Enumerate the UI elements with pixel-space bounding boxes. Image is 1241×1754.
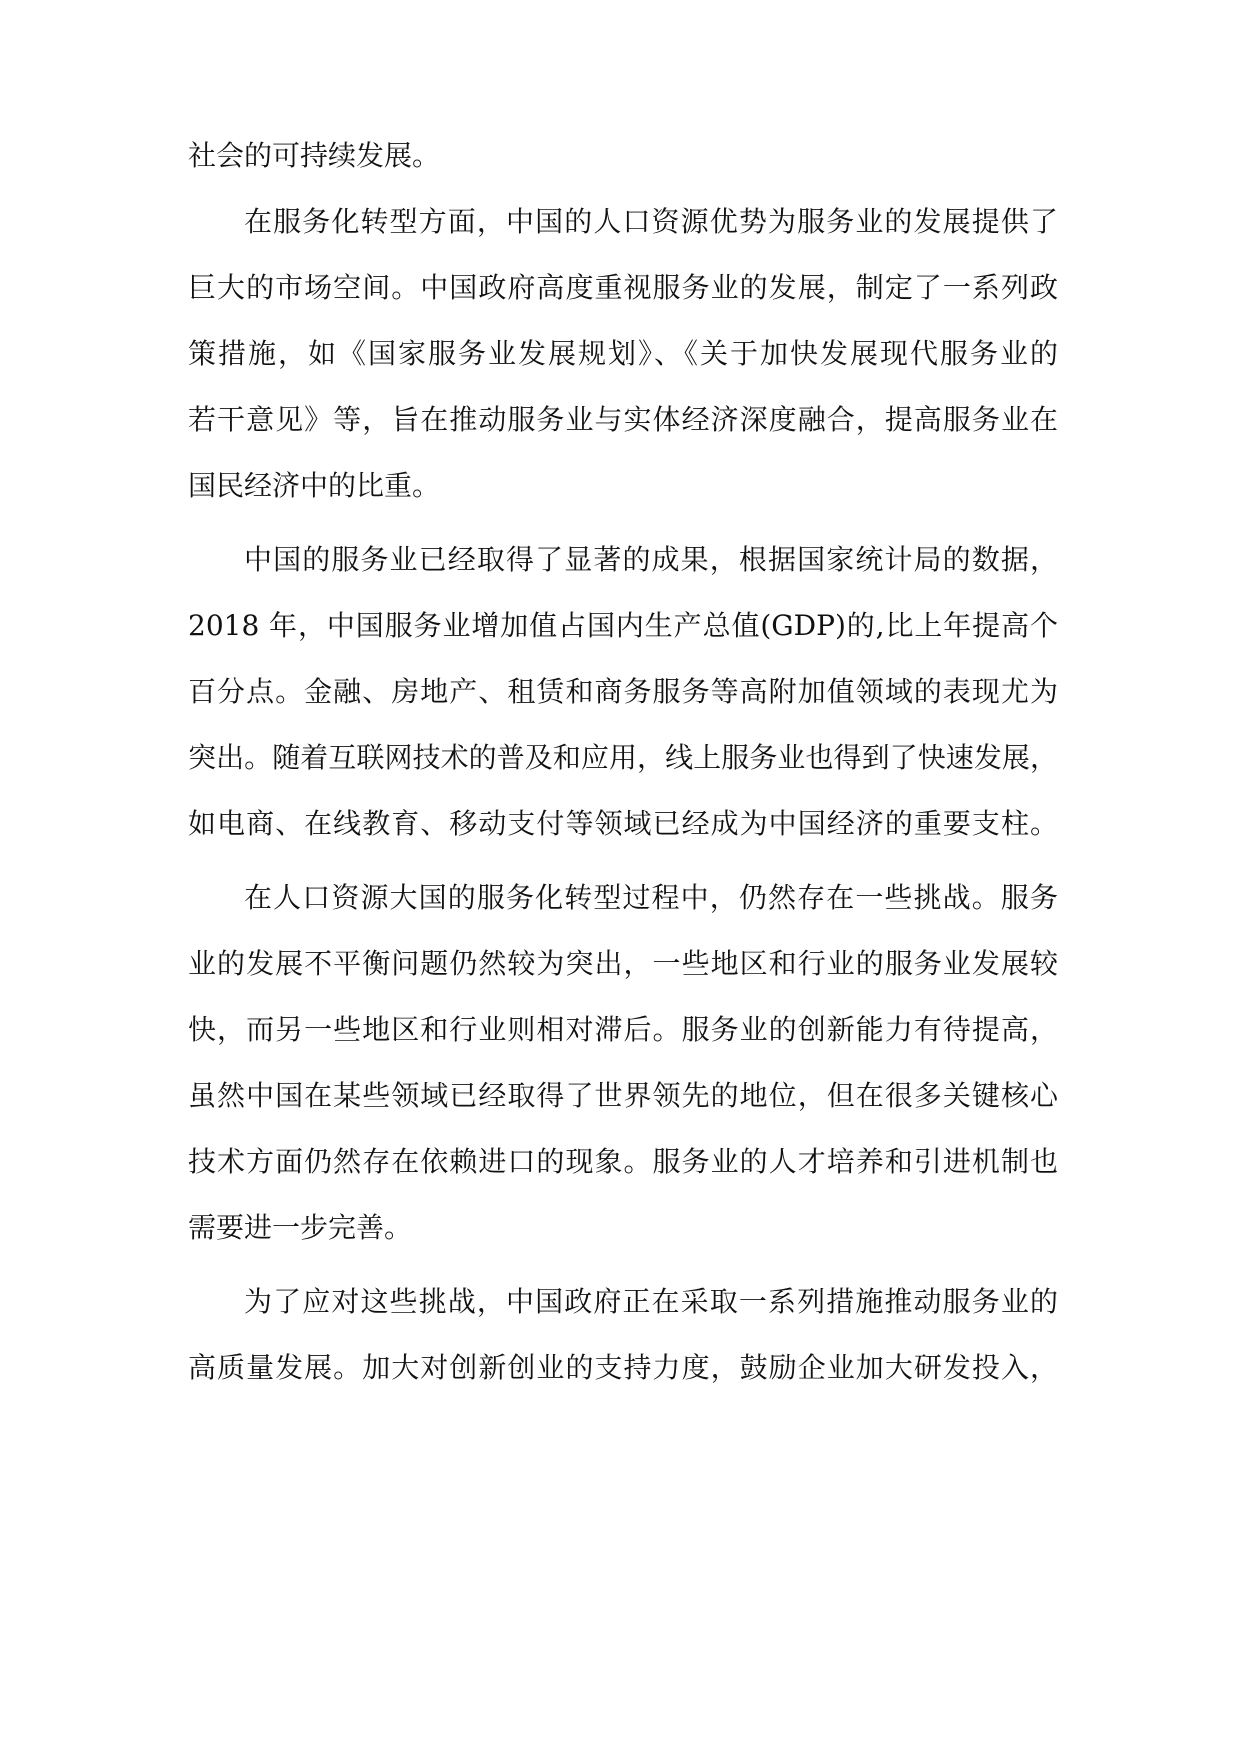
body-text-line: 社会的可持续发展。 (188, 139, 441, 172)
body-text-line: 如电商、在线教育、移动支付等领域已经成为中国经济的重要支柱。 (188, 807, 1058, 840)
paragraph-first-line: 为了应对这些挑战，中国政府正在采取一系列措施推动服务业的 (244, 1285, 1058, 1318)
body-text-line: 若干意见》等，旨在推动服务业与实体经济深度融合，提高服务业在 (188, 403, 1058, 436)
body-text-line: 策措施，如《国家服务业发展规划》、《关于加快发展现代服务业的 (188, 337, 1058, 370)
body-text-line: 巨大的市场空间。中国政府高度重视服务业的发展，制定了一系列政 (188, 271, 1058, 304)
body-text-line: 国民经济中的比重。 (188, 469, 441, 502)
body-text-line: 技术方面仍然存在依赖进口的现象。服务业的人才培养和引进机制也 (188, 1145, 1058, 1178)
paragraph-first-line: 中国的服务业已经取得了显著的成果，根据国家统计局的数据， (244, 543, 1058, 576)
paragraph-first-line: 在服务化转型方面，中国的人口资源优势为服务业的发展提供了 (244, 205, 1058, 238)
paragraph-first-line: 在人口资源大国的服务化转型过程中，仍然存在一些挑战。服务 (244, 881, 1058, 914)
body-text-line: 需要进一步完善。 (188, 1211, 413, 1244)
body-text-line: 业的发展不平衡问题仍然较为突出，一些地区和行业的服务业发展较 (188, 947, 1058, 980)
body-text-line: 快，而另一些地区和行业则相对滞后。服务业的创新能力有待提高， (188, 1013, 1058, 1046)
body-text-line: 突出。随着互联网技术的普及和应用，线上服务业也得到了快速发展， (188, 741, 1058, 774)
body-text-line: 百分点。金融、房地产、租赁和商务服务等高附加值领域的表现尤为 (188, 675, 1058, 708)
body-text-line: 高质量发展。加大对创新创业的支持力度，鼓励企业加大研发投入， (188, 1351, 1058, 1384)
body-text-line: 2018 年，中国服务业增加值占国内生产总值(GDP)的,比上年提高个 (188, 609, 1058, 642)
body-text-line: 虽然中国在某些领域已经取得了世界领先的地位，但在很多关键核心 (188, 1079, 1058, 1112)
